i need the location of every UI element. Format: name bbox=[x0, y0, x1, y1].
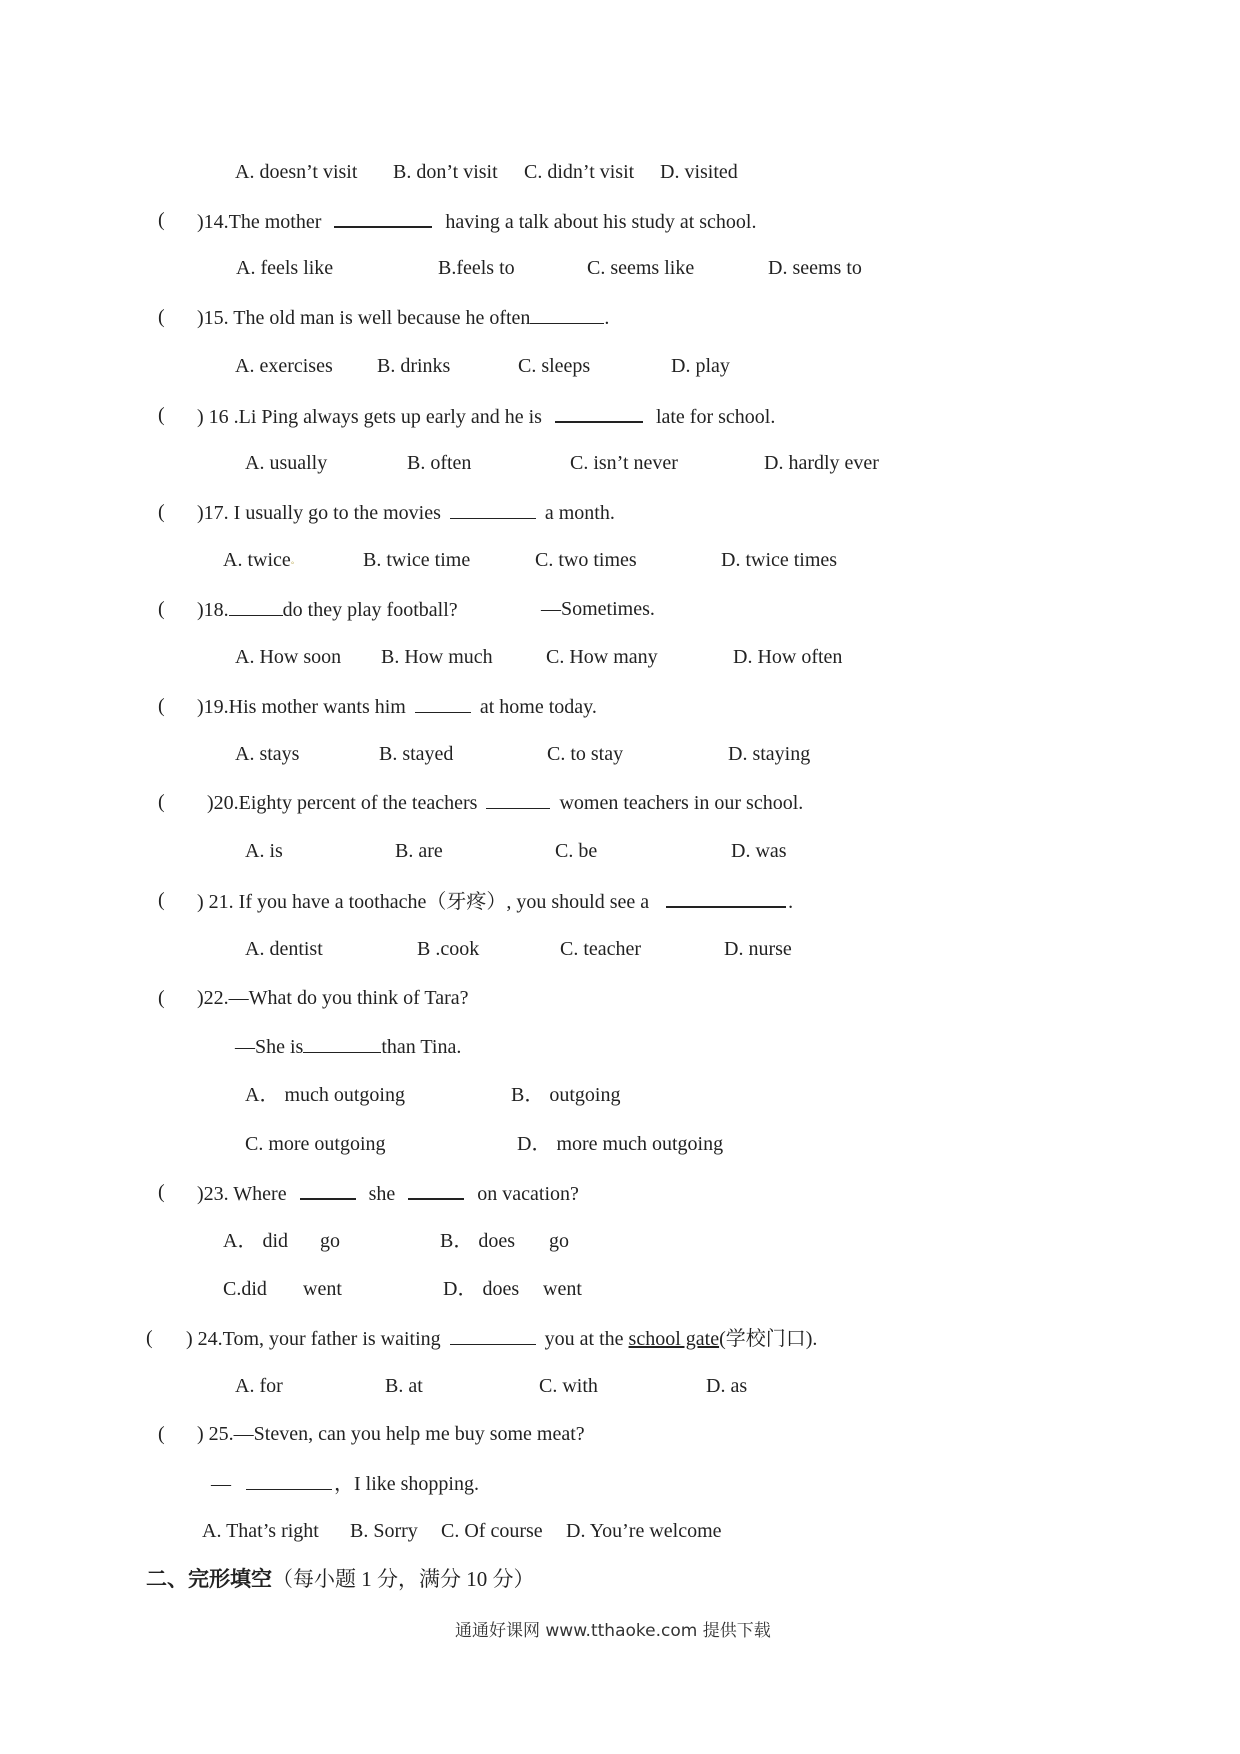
q18-reply: —Sometimes. bbox=[541, 598, 655, 620]
q15-stem: )15. The old man is well because he often . bbox=[197, 307, 610, 329]
q14-stem: )14.The mother having a talk about his study at school. bbox=[197, 208, 756, 234]
q15-paren: ( bbox=[158, 306, 165, 328]
q14-option-d: D. seems to bbox=[768, 257, 862, 279]
q15-blank[interactable] bbox=[530, 305, 604, 324]
q14-option-a: A. feels like bbox=[236, 257, 334, 279]
q24-stem: ) 24.Tom, your father is waiting you at the school gate(学校门口). bbox=[186, 1328, 818, 1350]
q17-paren: ( bbox=[158, 501, 165, 523]
q22-option-c: C. more outgoing bbox=[245, 1133, 386, 1155]
q24-paren: ( bbox=[146, 1327, 153, 1349]
q21-stem: ) 21. If you have a toothache（牙疼）, you should see a . bbox=[197, 888, 793, 914]
q23-option-a-verb: go bbox=[320, 1230, 340, 1252]
q20-option-d: D. was bbox=[731, 840, 787, 862]
q21-option-a: A. dentist bbox=[245, 938, 323, 960]
q22-blank[interactable] bbox=[303, 1034, 381, 1053]
q16-option-d: D. hardly ever bbox=[764, 452, 879, 474]
q23-option-d: D． does bbox=[443, 1278, 520, 1300]
q23-paren: ( bbox=[158, 1181, 165, 1203]
q25-blank[interactable] bbox=[246, 1471, 332, 1490]
q20-paren: ( bbox=[158, 791, 165, 813]
q21-option-b: B .cook bbox=[417, 938, 480, 960]
q25-option-c: C. Of course bbox=[441, 1520, 543, 1542]
q18-option-b: B. How much bbox=[381, 646, 493, 668]
q23-option-a: A． did bbox=[223, 1230, 288, 1252]
q15-option-a: A. exercises bbox=[235, 355, 333, 377]
q17-option-b: B. twice time bbox=[363, 549, 471, 571]
q21-blank[interactable] bbox=[666, 888, 786, 908]
q14-option-b: B.feels to bbox=[438, 257, 515, 279]
q18-paren: ( bbox=[158, 598, 165, 620]
q20-option-a: A. is bbox=[245, 840, 283, 862]
q22-paren: ( bbox=[158, 987, 165, 1009]
q22-reply: —She is than Tina. bbox=[235, 1036, 462, 1058]
q23-option-b-verb: go bbox=[549, 1230, 569, 1252]
q24-option-c: C. with bbox=[539, 1375, 598, 1397]
q16-option-c: C. isn’t never bbox=[570, 452, 678, 474]
q24-option-a: A. for bbox=[235, 1375, 283, 1397]
q25-option-a: A. That’s right bbox=[202, 1520, 319, 1542]
q19-paren: ( bbox=[158, 695, 165, 717]
q25-paren: ( bbox=[158, 1423, 165, 1445]
q21-option-c: C. teacher bbox=[560, 938, 642, 960]
q21-paren: ( bbox=[158, 889, 165, 911]
q16-option-a: A. usually bbox=[245, 452, 328, 474]
q25-option-b: B. Sorry bbox=[350, 1520, 418, 1542]
q19-option-a: A. stays bbox=[235, 743, 300, 765]
q14-paren: ( bbox=[158, 209, 165, 231]
q14-blank[interactable] bbox=[334, 208, 432, 228]
q15-option-b: B. drinks bbox=[377, 355, 451, 377]
q24-option-b: B. at bbox=[385, 1375, 423, 1397]
q20-option-b: B. are bbox=[395, 840, 443, 862]
q20-option-c: C. be bbox=[555, 840, 598, 862]
q19-stem: )19.His mother wants him at home today. bbox=[197, 696, 597, 718]
q16-blank[interactable] bbox=[555, 403, 643, 423]
school-gate-underlined: school gate bbox=[628, 1328, 720, 1350]
q23-option-c-verb: went bbox=[303, 1278, 342, 1300]
section-2-scoring-note: （每小题 1 分，满分 10 分） bbox=[272, 1567, 535, 1591]
q25-option-d: D. You’re welcome bbox=[566, 1520, 722, 1542]
q25-reply: — ，I like shopping. bbox=[211, 1473, 479, 1495]
q19-option-d: D. staying bbox=[728, 743, 811, 765]
q18-stem: )18. do they play football? bbox=[197, 599, 458, 621]
q17-option-c: C. two times bbox=[535, 549, 637, 571]
q17-stem: )17. I usually go to the movies a month. bbox=[197, 502, 615, 524]
q19-option-c: C. to stay bbox=[547, 743, 624, 765]
q17-option-a: A. twice◦ bbox=[223, 549, 295, 571]
q18-option-a: A. How soon bbox=[235, 646, 342, 668]
q16-paren: ( bbox=[158, 404, 165, 426]
q24-option-d: D. as bbox=[706, 1375, 748, 1397]
q15-option-d: D. play bbox=[671, 355, 730, 377]
q17-option-d: D. twice times bbox=[721, 549, 838, 571]
q16-option-b: B. often bbox=[407, 452, 472, 474]
page-footer: 通通好课网 www.tthaoke.com 提供下载 bbox=[455, 1621, 771, 1641]
q16-stem: ) 16 .Li Ping always gets up early and he is late for school. bbox=[197, 403, 775, 429]
q23-blank-1[interactable] bbox=[300, 1180, 356, 1200]
q24-blank[interactable] bbox=[450, 1326, 536, 1345]
q19-option-b: B. stayed bbox=[379, 743, 454, 765]
q21-option-d: D. nurse bbox=[724, 938, 792, 960]
scan-mark: ◦ bbox=[290, 558, 295, 569]
q25-stem: ) 25.—Steven, can you help me buy some meat? bbox=[197, 1423, 585, 1445]
q22-stem: )22.—What do you think of Tara? bbox=[197, 987, 469, 1009]
q13-option-b: B. don’t visit bbox=[393, 161, 498, 183]
q13-option-d: D. visited bbox=[660, 161, 738, 183]
q23-option-d-verb: went bbox=[543, 1278, 582, 1300]
q19-blank[interactable] bbox=[415, 694, 471, 713]
q22-option-b: B． outgoing bbox=[511, 1084, 621, 1106]
q22-option-a: A． much outgoing bbox=[245, 1084, 405, 1106]
section-2-heading: 二、完形填空（每小题 1 分，满分 10 分） bbox=[146, 1567, 535, 1591]
q23-option-b: B． does bbox=[440, 1230, 515, 1252]
q18-option-d: D. How often bbox=[733, 646, 843, 668]
q23-option-c: C.did bbox=[223, 1278, 267, 1300]
q20-blank[interactable] bbox=[486, 790, 550, 809]
q23-stem: )23. Where she on vacation? bbox=[197, 1180, 579, 1206]
q18-option-c: C. How many bbox=[546, 646, 658, 668]
q22-option-d: D． more much outgoing bbox=[517, 1133, 724, 1155]
q13-option-c: C. didn’t visit bbox=[524, 161, 635, 183]
q18-blank[interactable] bbox=[229, 597, 283, 616]
q15-option-c: C. sleeps bbox=[518, 355, 591, 377]
q20-stem: )20.Eighty percent of the teachers women teachers in our school. bbox=[207, 792, 804, 814]
q23-blank-2[interactable] bbox=[408, 1180, 464, 1200]
q14-option-c: C. seems like bbox=[587, 257, 695, 279]
q13-option-a: A. doesn’t visit bbox=[235, 161, 358, 183]
q17-blank[interactable] bbox=[450, 500, 536, 519]
